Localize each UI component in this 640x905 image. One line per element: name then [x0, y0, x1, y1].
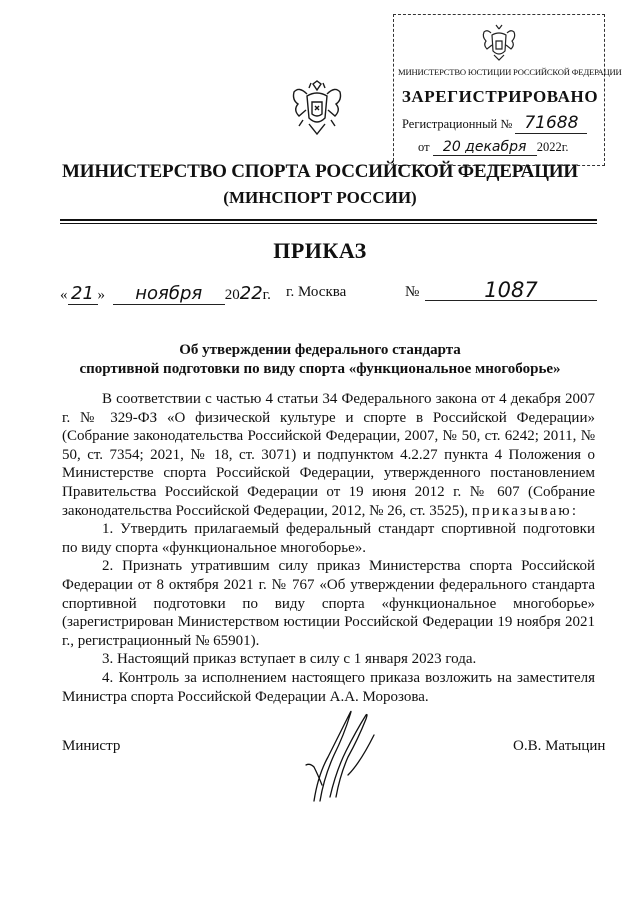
stamp-reg-number-label: Регистрационный №	[402, 117, 513, 131]
item-1: 1. Утвердить прилагаемый федеральный стандарт спортивной подготовки по виду спорта «функциональное многоборье».	[62, 521, 595, 556]
date-quote-close: »	[97, 287, 105, 303]
russia-coat-of-arms-icon	[291, 80, 343, 138]
preamble-text: В соответствии с частью 4 статьи 34 Федерального закона от 4 декабря 2007 г. № 329-ФЗ «О физической культуре и спорте в Российской Федерации» (Собрание законодательства Российской Федерации, 2007, № 50, ст. 6242; 2011, № 50, ст. 7354; 2021, № 18, ст. 3071) и подпунктом 4.2.27 пункта 4 Положения о Министерстве спорта Российской Федерации, утвержденного постановлением Правительства Российской Федерации от 19 июня 2012 г. № 607 (Собрание законодательства Российской Федерации, 2012, № 26, ст. 3525),	[62, 391, 595, 519]
subject-line-1: Об утверждении федерального стандарта	[179, 342, 461, 358]
order-month: ноября	[113, 283, 225, 305]
item-2: 2. Признать утратившим силу приказ Министерства спорта Российской Федерации от 8 октября 2021 г. № 767 «Об утверждении федерального стандарта спортивной подготовки по виду спорта «функциональное многоборье» (зарегистрирован Министерством юстиции Российской Федерации 19 ноября 2021 г., регистрационный № 65901).	[62, 558, 595, 649]
preamble-paragraph	[62, 390, 595, 520]
date-quote-open: «	[60, 287, 68, 303]
order-city: г. Москва	[286, 284, 347, 300]
order-body	[62, 390, 595, 706]
handwritten-signature	[300, 705, 382, 805]
order-year-suffix: г.	[262, 287, 271, 303]
stamp-date-row	[418, 139, 569, 156]
ministry-short-name: (МИНСПОРТ РОССИИ)	[223, 188, 417, 207]
signatory-position: Министр	[62, 738, 121, 754]
order-number-label: №	[405, 284, 420, 300]
stamp-reg-number-row	[402, 113, 587, 134]
stamp-registered-label: ЗАРЕГИСТРИРОВАНО	[401, 87, 599, 106]
stamp-year-suffix: 2022г.	[536, 140, 569, 154]
order-word: приказываю:	[471, 502, 579, 519]
header-rule-thin	[60, 223, 597, 224]
stamp-date-prefix: от	[418, 140, 430, 154]
stamp-reg-number: 71688	[515, 113, 587, 134]
signatory-name: О.В. Матыцин	[513, 738, 606, 754]
order-day: 21	[68, 283, 98, 305]
ministry-title: МИНИСТЕРСТВО СПОРТА РОССИЙСКОЙ ФЕДЕРАЦИИ	[62, 161, 578, 182]
stamp-eagle-emblem-icon	[479, 23, 519, 63]
stamp-ministry-name: МИНИСТЕРСТВО ЮСТИЦИИ РОССИЙСКОЙ ФЕДЕРАЦИИ	[398, 67, 622, 77]
subject-line-2: спортивной подготовки по виду спорта «функциональное многоборье»	[79, 361, 561, 377]
item-4: 4. Контроль за исполнением настоящего приказа возложить на заместителя Министра спорта Российской Федерации А.А. Морозова.	[62, 669, 595, 705]
item-3: 3. Настоящий приказ вступает в силу с 1 января 2023 года.	[102, 651, 477, 668]
order-date	[60, 283, 271, 305]
stamp-date-handwritten: 20 декабря	[433, 139, 537, 156]
order-year-prefix: 20	[224, 287, 240, 303]
registration-stamp	[393, 14, 622, 166]
order-title: ПРИКАЗ	[273, 238, 367, 263]
header-rule-thick	[60, 219, 597, 221]
order-number: 1087	[425, 278, 597, 301]
order-year: 22	[239, 283, 263, 304]
